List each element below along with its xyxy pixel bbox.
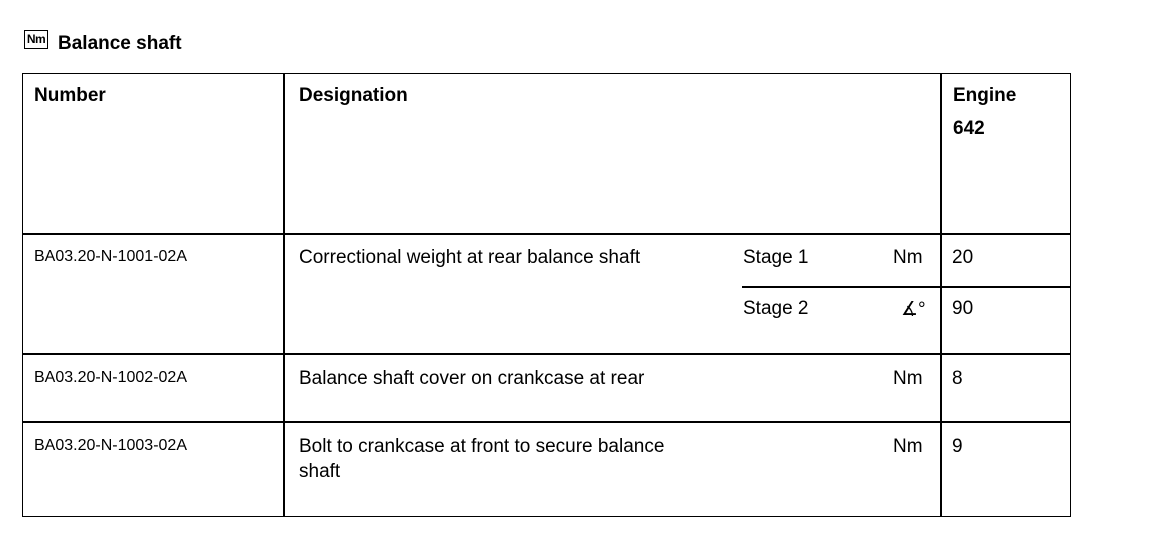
header-number: Number	[34, 85, 106, 106]
stage-label: Stage 2	[743, 298, 809, 319]
section-title: Balance shaft	[58, 33, 182, 54]
row-number: BA03.20-N-1003-02A	[34, 437, 187, 454]
row-number: BA03.20-N-1001-02A	[34, 248, 187, 265]
column-divider	[940, 74, 942, 516]
header-designation: Designation	[299, 85, 408, 106]
row-designation-line2: shaft	[299, 461, 341, 482]
torque-table	[22, 73, 1071, 517]
unit-label: Nm	[893, 368, 923, 389]
row-divider	[23, 421, 1070, 423]
header-engine-model: 642	[953, 118, 985, 139]
unit-label: Nm	[893, 247, 923, 268]
angle-value: 90	[952, 298, 974, 319]
stage-label: Stage 1	[743, 247, 809, 268]
torque-value: 9	[952, 436, 963, 457]
torque-value: 20	[952, 247, 974, 268]
angle-unit-icon: ∡°	[901, 299, 926, 320]
unit-label: Nm	[893, 436, 923, 457]
row-designation: Correctional weight at rear balance shaft	[299, 247, 641, 268]
row-number: BA03.20-N-1002-02A	[34, 369, 187, 386]
row-divider	[23, 353, 1070, 355]
row-designation-line1: Bolt to crankcase at front to secure balance	[299, 436, 665, 457]
header-engine: Engine	[953, 85, 1017, 106]
column-divider	[283, 74, 285, 516]
row-divider	[23, 233, 1070, 235]
nm-torque-icon: Nm	[24, 30, 48, 49]
row-designation: Balance shaft cover on crankcase at rear	[299, 368, 645, 389]
torque-value: 8	[952, 368, 963, 389]
stage-divider	[742, 286, 1070, 288]
